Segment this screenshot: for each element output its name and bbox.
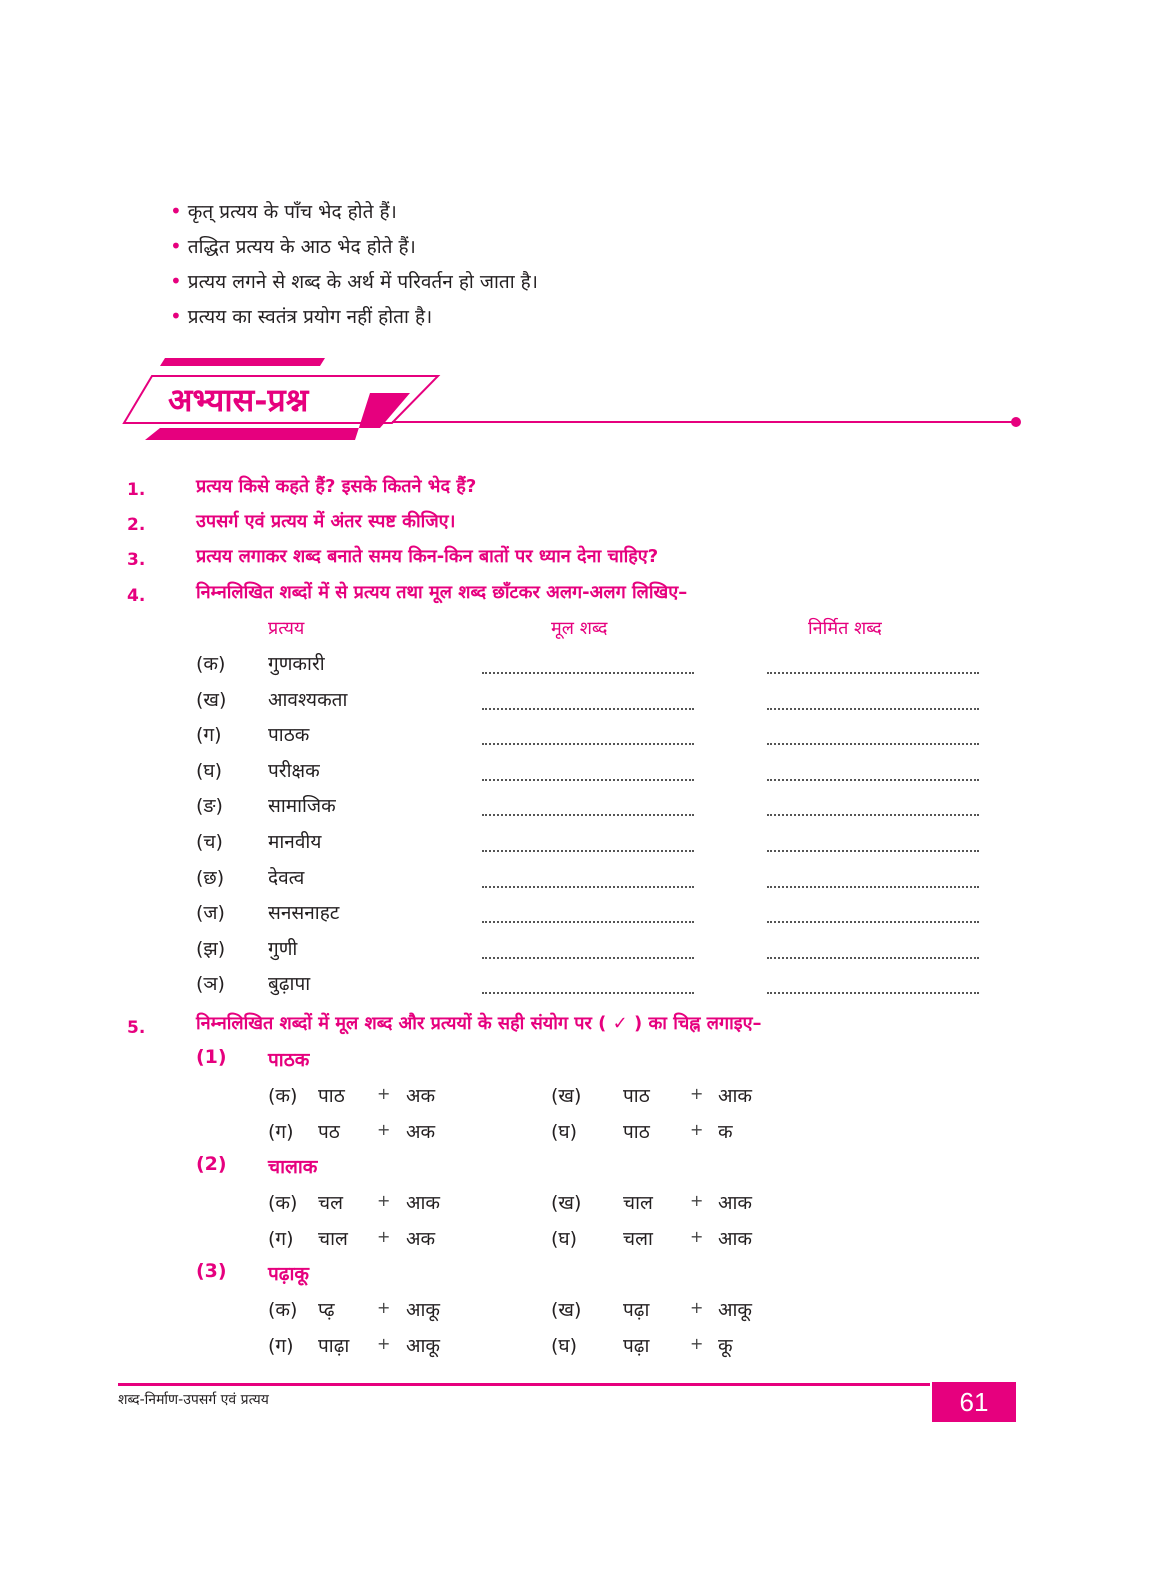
option-suffix: आकू [406, 1334, 441, 1357]
row-label: (घ) [196, 759, 223, 782]
option-suffix: आक [718, 1085, 753, 1107]
option-root: पाठ [623, 1120, 650, 1143]
blank-root-line[interactable] [482, 992, 694, 994]
question-text: प्रत्यय किसे कहते हैं? इसके कितने भेद हैं? [196, 476, 477, 497]
row-label: (ङ) [196, 795, 223, 818]
option-root: चल [318, 1192, 343, 1214]
section-title: अभ्यास-प्रश्न [168, 381, 309, 419]
option-root: पाठ [318, 1085, 345, 1107]
option-label: (क) [268, 1192, 298, 1214]
row-word: गुणी [268, 937, 298, 960]
plus-sign: + [377, 1226, 391, 1246]
option-label: (ख) [551, 1085, 582, 1107]
sub-question-word: पढ़ाकू [268, 1263, 310, 1285]
option-label: (ग) [268, 1120, 294, 1143]
blank-root-line[interactable] [482, 708, 694, 710]
option-root: पाठ [623, 1085, 650, 1107]
row-word: मानवीय [268, 831, 322, 853]
footer-rule [118, 1383, 930, 1386]
bullet-item [170, 233, 538, 268]
sub-question-word: चालाक [268, 1156, 318, 1178]
blank-root-line[interactable] [482, 672, 694, 674]
plus-sign: + [377, 1298, 391, 1317]
row-label: (झ) [196, 937, 226, 960]
plus-sign: + [690, 1298, 704, 1317]
column-header-root: मूल शब्द [551, 618, 608, 639]
blank-formed-line[interactable] [767, 814, 979, 816]
row-label: (छ) [196, 866, 225, 889]
option-label: (ग) [268, 1334, 294, 1357]
bullet-text: प्रत्यय लगने से शब्द के अर्थ में परिवर्तन हो जाता है। [187, 271, 538, 293]
bullet-item [170, 303, 538, 338]
option-root: चाल [623, 1192, 653, 1214]
question-number: 4. [127, 586, 146, 606]
question-text: उपसर्ग एवं प्रत्यय में अंतर स्पष्ट कीजिए। [196, 511, 456, 532]
question-number: 5. [127, 1018, 146, 1038]
option-root: पठ [318, 1120, 340, 1143]
bullet-dot-icon: • [170, 269, 182, 293]
option-label: (क) [268, 1085, 298, 1107]
bullet-dot-icon: • [170, 234, 182, 258]
row-label: (ख) [196, 688, 227, 711]
option-suffix: आकू [718, 1299, 753, 1321]
blank-formed-line[interactable] [767, 743, 979, 745]
blank-formed-line[interactable] [767, 992, 979, 994]
blank-root-line[interactable] [482, 743, 694, 745]
blank-formed-line[interactable] [767, 672, 979, 674]
option-root: चला [623, 1227, 653, 1250]
plus-sign: + [377, 1191, 391, 1210]
question-text: प्रत्यय लगाकर शब्द बनाते समय किन-किन बातों पर ध्यान देना चाहिए? [196, 546, 659, 567]
option-root: चाल [318, 1227, 348, 1250]
option-suffix: कू [718, 1334, 733, 1357]
blank-root-line[interactable] [482, 921, 694, 923]
option-suffix: आकू [406, 1299, 441, 1321]
question-number: 2. [127, 515, 146, 535]
option-suffix: अक [406, 1085, 436, 1107]
plus-sign: + [377, 1084, 391, 1103]
question-text: निम्नलिखित शब्दों में मूल शब्द और प्रत्ययों के सही संयोग पर ( ✓ ) का चिह्न लगाइए– [196, 1013, 762, 1034]
option-root: पाढ़ा [318, 1334, 350, 1357]
plus-sign: + [690, 1333, 704, 1353]
blank-root-line[interactable] [482, 850, 694, 852]
sub-question-word: पाठक [268, 1049, 310, 1071]
column-header-suffix: प्रत्यय [268, 618, 305, 639]
option-label: (ग) [268, 1227, 294, 1250]
bullet-text: तद्धित प्रत्यय के आठ भेद होते हैं। [187, 236, 416, 258]
option-suffix: आक [406, 1192, 441, 1214]
bullet-dot-icon: • [170, 199, 182, 223]
bullet-dot-icon: • [170, 304, 182, 328]
row-label: (क) [196, 653, 226, 675]
question-text: निम्नलिखित शब्दों में से प्रत्यय तथा मूल शब्द छाँटकर अलग-अलग लिखिए– [196, 582, 688, 603]
row-label: (ञ) [196, 973, 225, 996]
blank-formed-line[interactable] [767, 957, 979, 959]
page-number: 61 [932, 1382, 1016, 1422]
option-suffix: क [718, 1120, 733, 1143]
sub-question-number: (2) [196, 1153, 227, 1175]
plus-sign: + [690, 1084, 704, 1103]
question-number: 1. [127, 480, 146, 500]
blank-root-line[interactable] [482, 957, 694, 959]
option-suffix: आक [718, 1192, 753, 1214]
blank-formed-line[interactable] [767, 886, 979, 888]
row-label: (ज) [196, 902, 225, 925]
blank-formed-line[interactable] [767, 708, 979, 710]
row-word: बुढ़ापा [268, 973, 311, 996]
option-root: पढ़ा [623, 1299, 650, 1321]
bullet-text: प्रत्यय का स्वतंत्र प्रयोग नहीं होता है। [187, 306, 433, 328]
option-label: (घ) [551, 1334, 578, 1357]
row-word: देवत्व [268, 866, 305, 889]
row-word: परीक्षक [268, 759, 320, 782]
plus-sign: + [690, 1119, 704, 1139]
summary-bullets [170, 198, 538, 338]
column-header-formed: निर्मित शब्द [808, 618, 882, 639]
bullet-item [170, 268, 538, 303]
question-number: 3. [127, 550, 146, 570]
footer-chapter-title: शब्द-निर्माण-उपसर्ग एवं प्रत्यय [118, 1392, 269, 1408]
option-label: (घ) [551, 1120, 578, 1143]
row-word: सामाजिक [268, 795, 336, 818]
blank-formed-line[interactable] [767, 779, 979, 781]
plus-sign: + [377, 1119, 391, 1139]
sub-question-number: (1) [196, 1046, 227, 1068]
blank-formed-line[interactable] [767, 921, 979, 923]
option-root: पढ़ा [623, 1334, 650, 1357]
blank-root-line[interactable] [482, 779, 694, 781]
blank-root-line[interactable] [482, 886, 694, 888]
plus-sign: + [377, 1333, 391, 1353]
option-suffix: अक [406, 1227, 436, 1250]
row-word: आवश्यकता [268, 688, 348, 711]
row-word: पाठक [268, 724, 310, 747]
option-suffix: आक [718, 1227, 753, 1250]
bullet-text: कृत् प्रत्यय के पाँच भेद होते हैं। [187, 201, 397, 223]
blank-root-line[interactable] [482, 814, 694, 816]
plus-sign: + [690, 1191, 704, 1210]
row-label: (ग) [196, 724, 222, 747]
row-word: सनसनाहट [268, 902, 340, 925]
bullet-item [170, 198, 538, 233]
sub-question-number: (3) [196, 1260, 227, 1282]
row-word: गुणकारी [268, 653, 325, 675]
option-label: (ख) [551, 1299, 582, 1321]
row-label: (च) [196, 831, 223, 853]
option-root: प्ढ़ [318, 1299, 335, 1321]
plus-sign: + [690, 1226, 704, 1246]
blank-formed-line[interactable] [767, 850, 979, 852]
option-suffix: अक [406, 1120, 436, 1143]
option-label: (घ) [551, 1227, 578, 1250]
option-label: (क) [268, 1299, 298, 1321]
option-label: (ख) [551, 1192, 582, 1214]
